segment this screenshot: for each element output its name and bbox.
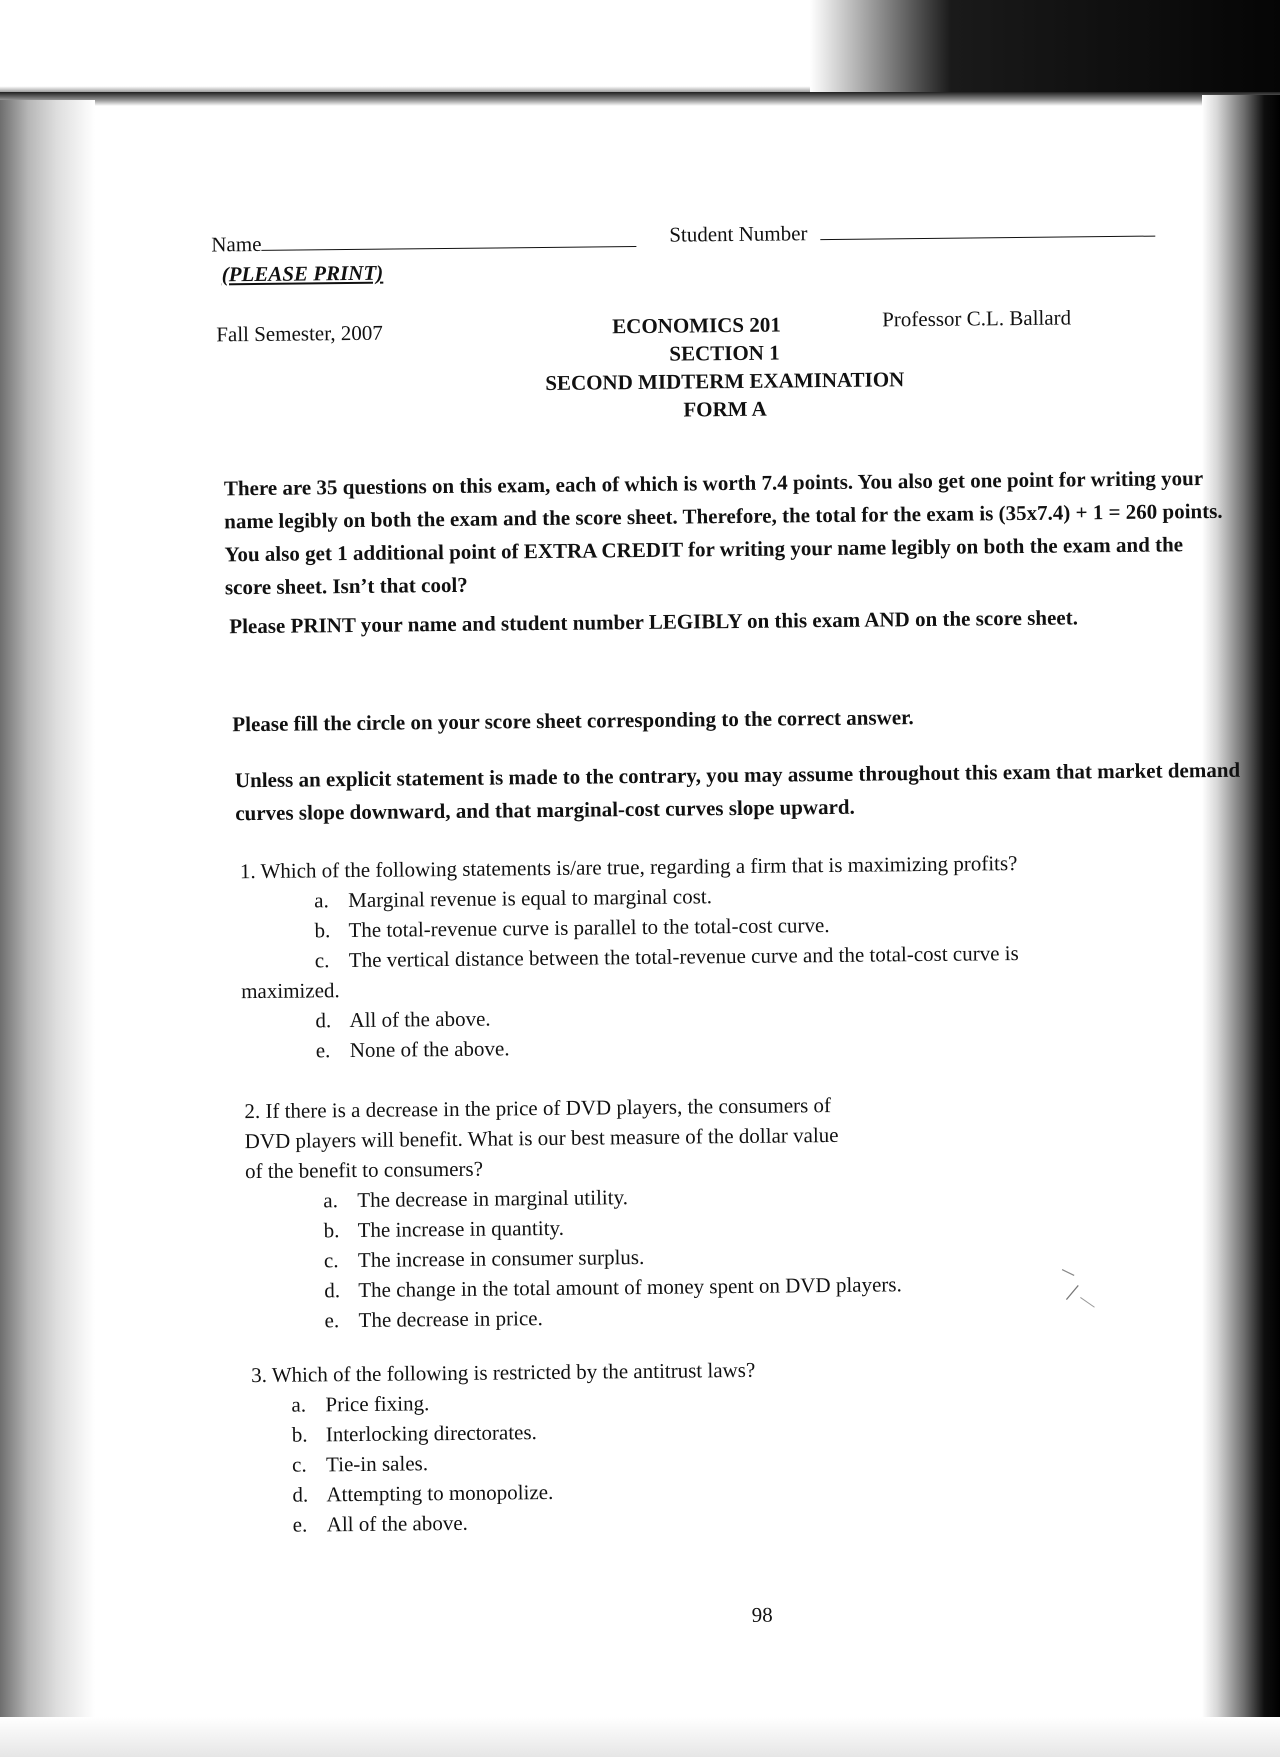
option-text: Interlocking directorates. <box>325 1420 537 1447</box>
option-text: The decrease in price. <box>358 1306 543 1332</box>
option-letter: e. <box>324 1308 340 1333</box>
option-text: The change in the total amount of money spent on DVD players. <box>358 1272 902 1302</box>
page-number: 98 <box>751 1602 773 1627</box>
option-letter: b. <box>291 1422 308 1447</box>
question-2-stem-line-1: 2. If there is a decrease in the price of DVD players, the consumers of <box>244 1093 832 1124</box>
name-row <box>211 228 636 257</box>
option-letter: d. <box>324 1278 341 1303</box>
student-number-blank <box>821 235 1156 241</box>
option-text: None of the above. <box>349 1036 510 1063</box>
print-note-row <box>222 261 384 288</box>
section: SECTION 1 <box>669 340 780 366</box>
name-blank <box>262 245 637 251</box>
option-text: All of the above. <box>349 1006 491 1033</box>
option-letter: b. <box>314 918 331 943</box>
instruction-fill: Please fill the circle on your score sheet corresponding to the correct answer. <box>232 705 914 737</box>
exam-title: SECOND MIDTERM EXAMINATION <box>545 367 905 395</box>
option-letter: c. <box>314 948 330 973</box>
instruction-points: There are 35 questions on this exam, each of which is worth 7.4 points. You also get one point for writing your name legibly on both the exam and the score sheet. Therefore, the total for the exam is (35x7.4) + 1 = 260 points. You also get 1 additional point of EXTRA CREDIT for writing your name legibly on both the exam and the score sheet. Isn’t that cool? <box>223 466 1223 600</box>
question-1-stem: 1. Which of the following statements is/are true, regarding a firm that is maximizing profits? <box>239 851 1018 884</box>
option-letter: b. <box>323 1218 340 1243</box>
option-letter: c. <box>291 1452 307 1477</box>
pencil-mark <box>1054 1263 1115 1314</box>
option-letter: a. <box>314 888 329 913</box>
option-letter: a. <box>323 1188 339 1213</box>
student-number-label: Student Number <box>669 221 808 247</box>
option-letter: e. <box>292 1512 308 1537</box>
option-text: Price fixing. <box>325 1391 430 1417</box>
course-title: ECONOMICS 201 <box>612 312 781 339</box>
semester: Fall Semester, 2007 <box>216 320 383 347</box>
professor: Professor C.L. Ballard <box>882 305 1072 332</box>
print-note: (PLEASE PRINT) <box>221 260 384 287</box>
student-number-row <box>669 218 1156 248</box>
name-label: Name <box>211 231 262 257</box>
option-text: All of the above. <box>326 1510 468 1537</box>
option-text: Attempting to monopolize. <box>326 1479 554 1507</box>
option-text: The increase in quantity. <box>357 1215 564 1242</box>
question-2-stem-line-3: of the benefit to consumers? <box>244 1156 484 1184</box>
question-1 <box>240 846 1242 1066</box>
instruction-assumptions: Unless an explicit statement is made to the contrary, you may assume throughout this exam that market demand curves slope downward, and that marginal-cost curves slope upward. <box>234 757 1241 826</box>
option-letter: c. <box>323 1248 339 1273</box>
option-text: The decrease in marginal utility. <box>357 1185 629 1212</box>
question-3-stem: 3. Which of the following is restricted by the antitrust laws? <box>251 1357 756 1388</box>
instruction-print: Please PRINT your name and student number LEGIBLY on this exam AND on the score sheet. <box>229 605 1079 639</box>
option-text: Tie-in sales. <box>325 1451 429 1477</box>
question-3 <box>251 1350 1253 1540</box>
option-text: The total-revenue curve is parallel to the total-cost curve. <box>348 913 830 943</box>
option-text: maximized. <box>241 978 340 1004</box>
option-letter: e. <box>315 1038 331 1063</box>
option-letter: d. <box>292 1482 309 1507</box>
option-letter: d. <box>315 1008 332 1033</box>
option-text: The increase in consumer surplus. <box>357 1244 645 1272</box>
option-text: Marginal revenue is equal to marginal cost. <box>348 884 713 913</box>
form-label: FORM A <box>683 396 767 422</box>
option-letter: a. <box>291 1392 307 1417</box>
question-2-stem-line-2: DVD players will benefit. What is our best measure of the dollar value <box>244 1122 839 1154</box>
option-text: The vertical distance between the total-revenue curve and the total-cost curve is <box>348 941 1019 973</box>
